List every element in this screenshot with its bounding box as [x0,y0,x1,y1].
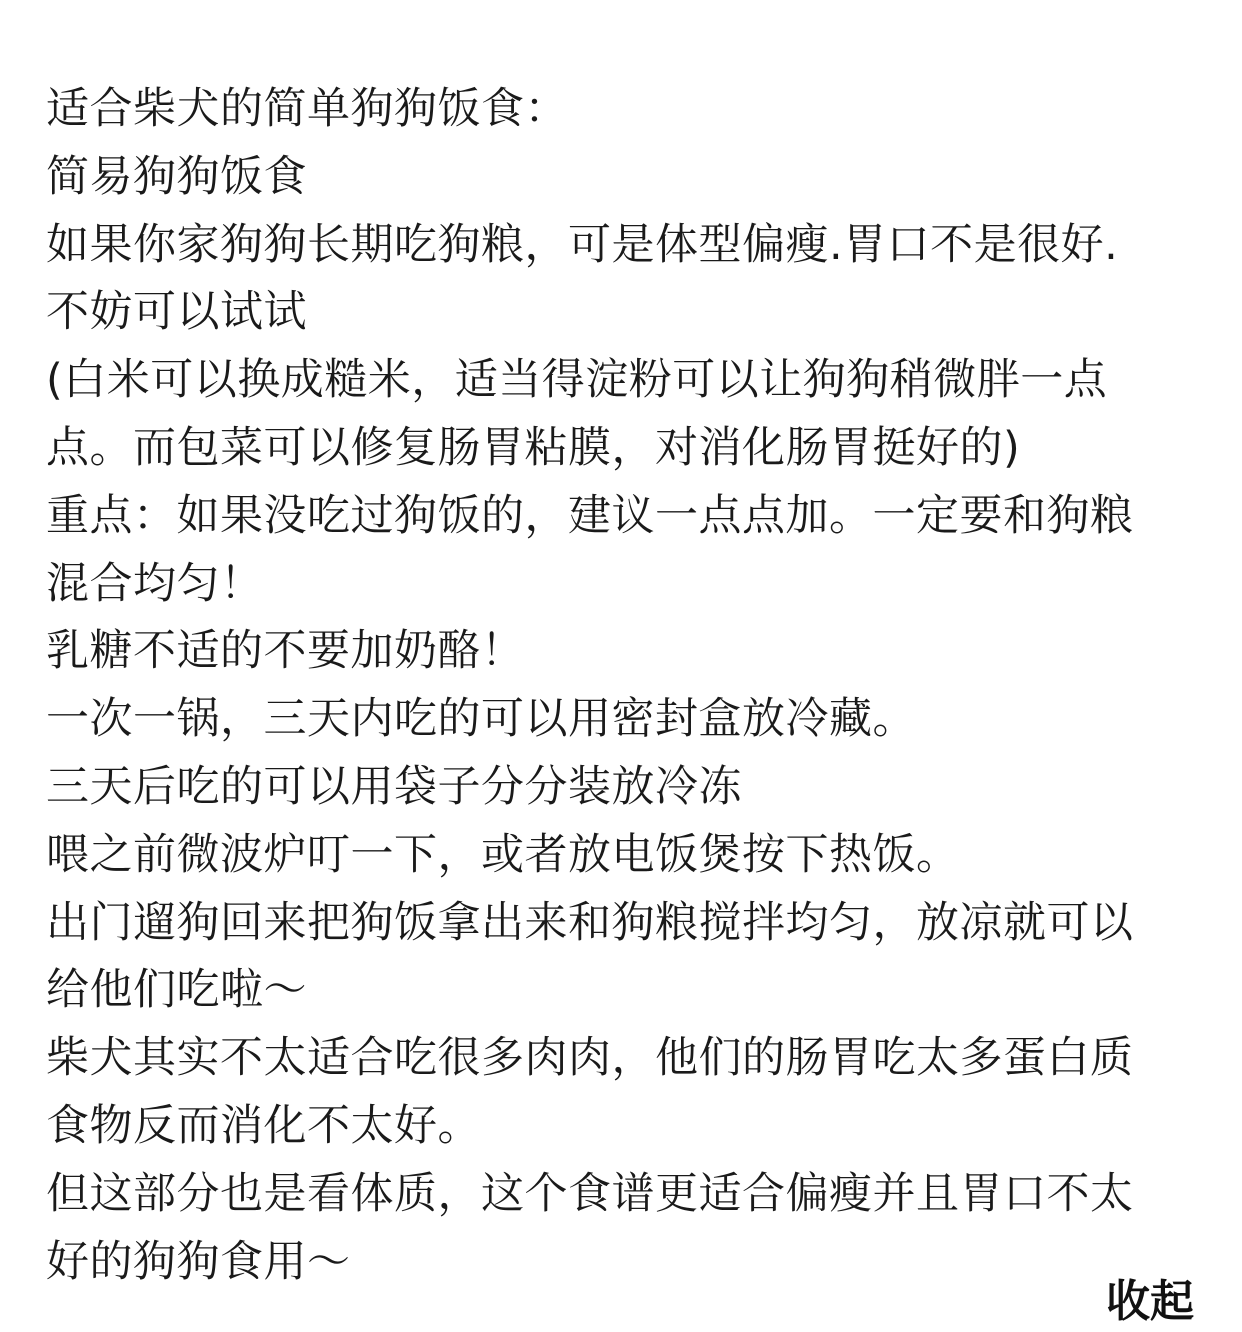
post-text-line: 食物反而消化不太好。 [46,1100,481,1151]
post-text-line: 如果你家狗狗长期吃狗粮，可是体型偏瘦.胃口不是很好. [46,219,1119,270]
post-text-line: 重点：如果没吃过狗饭的，建议一点点加。一定要和狗粮 [46,490,1134,541]
post-title: 适合柴犬的简单狗狗饭食： [46,84,568,134]
post-text-line: 混合均匀！ [46,558,264,609]
post-body [46,76,1206,1296]
post-text-line: 点。而包菜可以修复肠胃粘膜，对消化肠胃挺好的) [46,422,1021,473]
post-text-line: 三天后吃的可以用袋子分分装放冷冻 [46,761,742,812]
post-subtitle: 简易狗狗饭食 [46,151,307,202]
post-text-line: 一次一锅，三天内吃的可以用密封盒放冷藏。 [46,694,916,745]
post-text-line: 不妨可以试试 [46,287,307,338]
collapse-button[interactable]: 收起 [1106,1276,1194,1327]
post-text-line: 给他们吃啦～ [46,965,307,1016]
post-text-line: 喂之前微波炉叮一下，或者放电饭煲按下热饭。 [46,829,960,880]
post-text-line: 乳糖不适的不要加奶酪！ [46,626,525,677]
post-text-line: 柴犬其实不太适合吃很多肉肉，他们的肠胃吃太多蛋白质 [46,1033,1134,1084]
post-text-line: (白米可以换成糙米，适当得淀粉可以让狗狗稍微胖一点 [46,355,1108,406]
post-text-line: 但这部分也是看体质，这个食谱更适合偏瘦并且胃口不太 [46,1168,1134,1219]
post-text-line: 好的狗狗食用～ [46,1236,351,1287]
post-text-line: 出门遛狗回来把狗饭拿出来和狗粮搅拌均匀，放凉就可以 [46,897,1134,948]
